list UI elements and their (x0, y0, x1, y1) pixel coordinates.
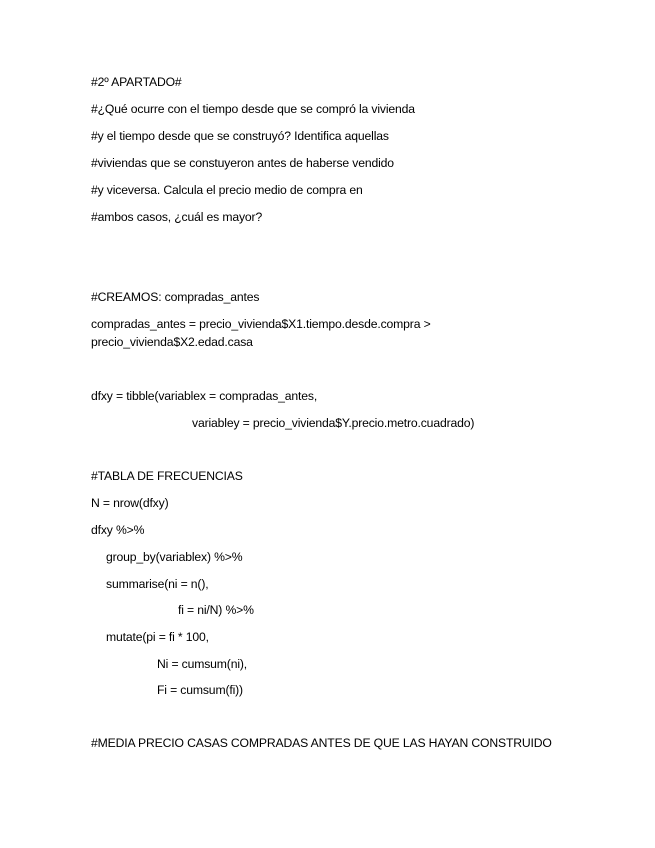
section-heading: #2º APARTADO# (91, 75, 182, 89)
code-line: Fi = cumsum(fi)) (157, 683, 243, 697)
code-line: mutate(pi = fi * 100, (106, 630, 209, 644)
comment-line: #CREAMOS: compradas_antes (91, 290, 260, 304)
comment-line: #viviendas que se constuyeron antes de haberse vendido (91, 156, 394, 170)
code-line: Ni = cumsum(ni), (157, 657, 248, 671)
comment-line: #y viceversa. Calcula el precio medio de compra en (91, 183, 363, 197)
comment-line: #¿Qué ocurre con el tiempo desde que se compró la vivienda (91, 102, 415, 116)
code-line: dfxy = tibble(variablex = compradas_antes, (91, 389, 318, 403)
code-line: summarise(ni = n(), (106, 577, 209, 591)
code-line: N = nrow(dfxy) (91, 496, 169, 510)
code-line: fi = ni/N) %>% (178, 603, 254, 617)
comment-line: #TABLA DE FRECUENCIAS (91, 469, 243, 483)
code-line: precio_vivienda$X2.edad.casa (91, 335, 253, 349)
code-line: group_by(variablex) %>% (106, 550, 243, 564)
comment-line: #y el tiempo desde que se construyó? Identifica aquellas (91, 129, 389, 143)
comment-line: #ambos casos, ¿cuál es mayor? (91, 210, 263, 224)
code-line: dfxy %>% (91, 523, 145, 537)
code-line: variabley = precio_vivienda$Y.precio.metro.cuadrado) (192, 416, 475, 430)
code-line: compradas_antes = precio_vivienda$X1.tiempo.desde.compra > (91, 317, 431, 331)
comment-line: #MEDIA PRECIO CASAS COMPRADAS ANTES DE QUE LAS HAYAN CONSTRUIDO (91, 736, 552, 750)
